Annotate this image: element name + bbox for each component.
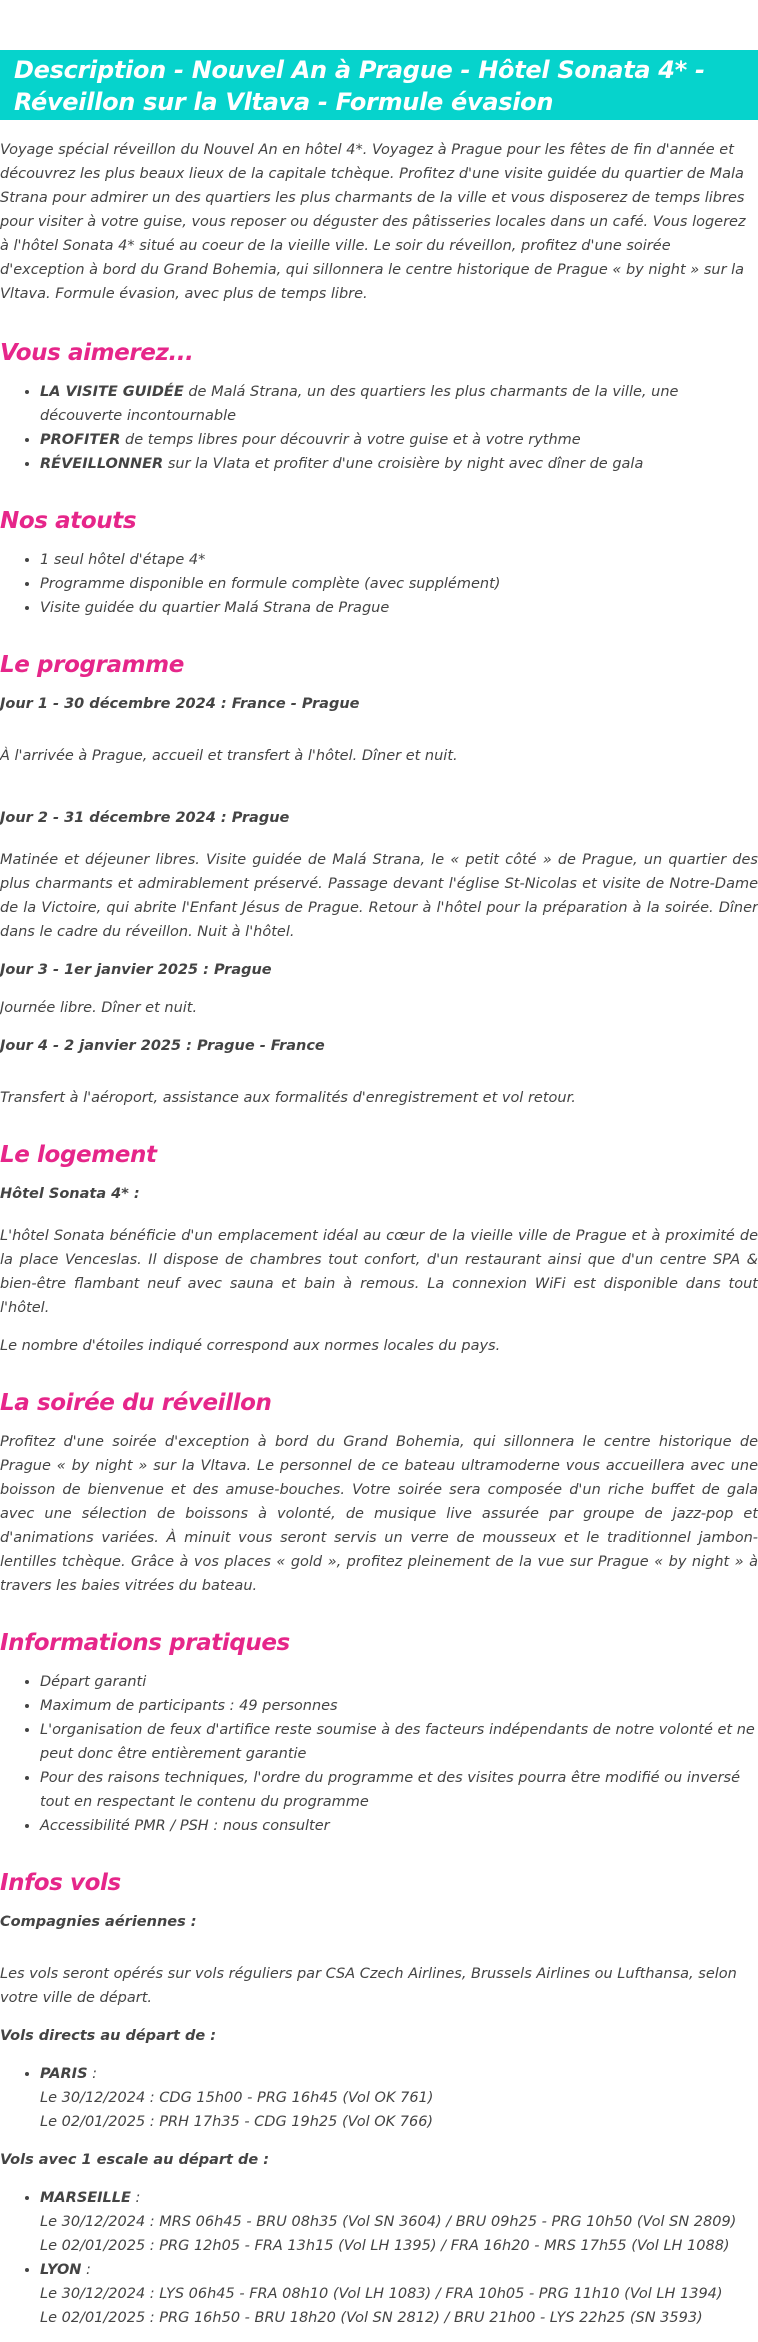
day-title: Jour 1 - 30 décembre 2024 : France - Prague [0, 696, 360, 712]
aimerez-heading: Vous aimerez... [0, 340, 194, 366]
atouts-list [0, 548, 758, 620]
list-item: • Maximum de participants : 49 personnes [40, 1694, 758, 1718]
list-item: • Programme disponible en formule complète (avec supplément) [40, 572, 758, 596]
day-text: Matinée et déjeuner libres. Visite guidée de Malá Strana, le « petit côté » de Prague, un quartier des plus charmants et admirablement préservé. Passage devant l'église St-Nicolas et visite de Notre-Dame de la Victoire, qui abrite l'Enfant Jésus de Prague. Retour à l'hôtel pour la préparation à la soirée. Dîner dans le cadre du réveillon. Nuit à l'hôtel. [0, 852, 758, 940]
list-item: • Visite guidée du quartier Malá Strana de Prague [40, 596, 758, 620]
day-title: Jour 4 - 2 janvier 2025 : Prague - France [0, 1038, 325, 1054]
flight-line: Le 02/01/2025 : PRH 17h35 - CDG 19h25 (Vol OK 766) [40, 2114, 434, 2130]
soiree-heading: La soirée du réveillon [0, 1390, 272, 1416]
programme-heading: Le programme [0, 652, 184, 678]
departure-city: LYON [40, 2262, 82, 2278]
flight-line: Le 30/12/2024 : MRS 06h45 - BRU 08h35 (Vol SN 3604) / BRU 09h25 - PRG 10h50 (Vol SN 2809) [40, 2214, 737, 2230]
departure-city: MARSEILLE [40, 2190, 131, 2206]
atouts-heading: Nos atouts [0, 508, 137, 534]
list-item: • PARIS : Le 30/12/2024 : CDG 15h00 - PRG 16h45 (Vol OK 761) Le 02/01/2025 : PRH 17h35 - CDG 19h25 (Vol OK 766) [40, 2062, 758, 2134]
day-title: Jour 2 - 31 décembre 2024 : Prague [0, 810, 290, 826]
highlight-text: de temps libres pour découvrir à votre guise et à votre rythme [120, 432, 581, 448]
companies-text: Les vols seront opérés sur vols réguliers par CSA Czech Airlines, Brussels Airlines ou Lufthansa, selon votre ville de départ. [0, 1966, 737, 2006]
intro-paragraph: Voyage spécial réveillon du Nouvel An en hôtel 4*. Voyagez à Prague pour les fêtes de fin d'année et découvrez les plus beaux lieux de la capitale tchèque. Profitez d'une visite guidée du quartier de Mala Strana pour admirer un des quartiers les plus charmants de la ville et vous disposerez de temps libres pour visiter à votre guise, vous reposer ou déguster des pâtisseries locales dans un café. Vous logerez à l'hôtel Sonata 4* situé au coeur de la vieille ville. Le soir du réveillon, profitez d'une soirée d'exception à bord du Grand Bohemia, qui sillonnera le centre historique de Prague « by night » sur la Vltava. Formule évasion, avec plus de temps libre. [0, 142, 746, 302]
stars-note: Le nombre d'étoiles indiqué correspond aux normes locales du pays. [0, 1338, 501, 1354]
list-item: • MARSEILLE : Le 30/12/2024 : MRS 06h45 - BRU 08h35 (Vol SN 3604) / BRU 09h25 - PRG 10h50 (Vol SN 2809) Le 02/01/2025 : PRG 12h05 - FRA 13h15 (Vol LH 1395) / FRA 16h20 - MRS 17h55 (Vol LH 1088) [40, 2186, 758, 2258]
flight-line: Le 30/12/2024 : LYS 06h45 - FRA 08h10 (Vol LH 1083) / FRA 10h05 - PRG 11h10 (Vol LH 1394) [40, 2286, 723, 2302]
direct-flights-list [0, 2062, 758, 2134]
highlight-label: RÉVEILLONNER [40, 456, 164, 472]
highlight-text: sur la Vlata et profiter d'une croisière by night avec dîner de gala [163, 456, 644, 472]
hotel-description: L'hôtel Sonata bénéficie d'un emplacement idéal au cœur de la vieille ville de Prague et à proximité de la place Venceslas. Il dispose de chambres tout confort, d'un restaurant ainsi que d'un centre SPA & bien-être flambant neuf avec sauna et bain à remous. La connexion WiFi est disponible dans tout l'hôtel. [0, 1228, 758, 1316]
logement-heading: Le logement [0, 1142, 157, 1168]
list-item: • Pour des raisons techniques, l'ordre du programme et des visites pourra être modifié ou inversé tout en respectant le contenu du programme [40, 1766, 758, 1814]
page [0, 50, 758, 2342]
list-item [40, 428, 758, 452]
aimerez-list [0, 380, 758, 476]
day-text: Transfert à l'aéroport, assistance aux formalités d'enregistrement et vol retour. [0, 1090, 576, 1106]
soiree-text: Profitez d'une soirée d'exception à bord du Grand Bohemia, qui sillonnera le centre historique de Prague « by night » sur la Vltava. Le personnel de ce bateau ultramoderne vous accueillera avec une boisson de bienvenue et des amuse-bouches. Votre soirée sera composée d'un riche buffet de gala avec une sélection de boissons à volonté, de musique live assurée par groupe de jazz-pop et d'animations variées. À minuit vous seront servis un verre de mousseux et le traditionnel jambon-lentilles tchèque. Grâce à vos places « gold », profitez pleinement de la vue sur Prague « by night » à travers les baies vitrées du bateau. [0, 1434, 758, 1594]
day-text: Journée libre. Dîner et nuit. [0, 1000, 198, 1016]
highlight-label: LA VISITE GUIDÉE [40, 384, 184, 400]
flight-line: Le 02/01/2025 : PRG 12h05 - FRA 13h15 (Vol LH 1395) / FRA 16h20 - MRS 17h55 (Vol LH 1088) [40, 2238, 730, 2254]
list-item: • 1 seul hôtel d'étape 4* [40, 548, 758, 572]
highlight-label: PROFITER [40, 432, 121, 448]
companies-label: Compagnies aériennes : [0, 1914, 197, 1930]
escale-flights-list [0, 2186, 758, 2330]
day-title: Jour 3 - 1er janvier 2025 : Prague [0, 962, 272, 978]
highlight-text: de Malá Strana, un des quartiers les plus charmants de la ville, une découverte incontournable [40, 384, 679, 424]
flight-line: Le 30/12/2024 : CDG 15h00 - PRG 16h45 (Vol OK 761) [40, 2090, 434, 2106]
list-item [40, 380, 758, 428]
flight-line: Le 02/01/2025 : PRG 16h50 - BRU 18h20 (Vol SN 2812) / BRU 21h00 - LYS 22h25 (SN 3593) [40, 2310, 703, 2326]
list-item: • LYON : Le 30/12/2024 : LYS 06h45 - FRA 08h10 (Vol LH 1083) / FRA 10h05 - PRG 11h10 (Vol LH 1394) Le 02/01/2025 : PRG 16h50 - BRU 18h20 (Vol SN 2812) / BRU 21h00 - LYS 22h25 (SN 3593) [40, 2258, 758, 2330]
list-item: • L'organisation de feux d'artifice reste soumise à des facteurs indépendants de notre volonté et ne peut donc être entièrement garantie [40, 1718, 758, 1766]
infos-heading: Informations pratiques [0, 1630, 290, 1656]
escale-flights-label: Vols avec 1 escale au départ de : [0, 2152, 270, 2168]
list-item: • Départ garanti [40, 1670, 758, 1694]
vols-heading: Infos vols [0, 1870, 121, 1896]
hotel-name: Hôtel Sonata 4* : [0, 1186, 140, 1202]
day-text: À l'arrivée à Prague, accueil et transfert à l'hôtel. Dîner et nuit. [0, 748, 458, 764]
departure-city: PARIS [40, 2066, 88, 2082]
page-title: Description - Nouvel An à Prague - Hôtel Sonata 4* - Réveillon sur la Vltava - Formule évasion [0, 50, 758, 120]
direct-flights-label: Vols directs au départ de : [0, 2028, 217, 2044]
infos-list [0, 1670, 758, 1838]
list-item: • Accessibilité PMR / PSH : nous consulter [40, 1814, 758, 1838]
list-item [40, 452, 758, 476]
